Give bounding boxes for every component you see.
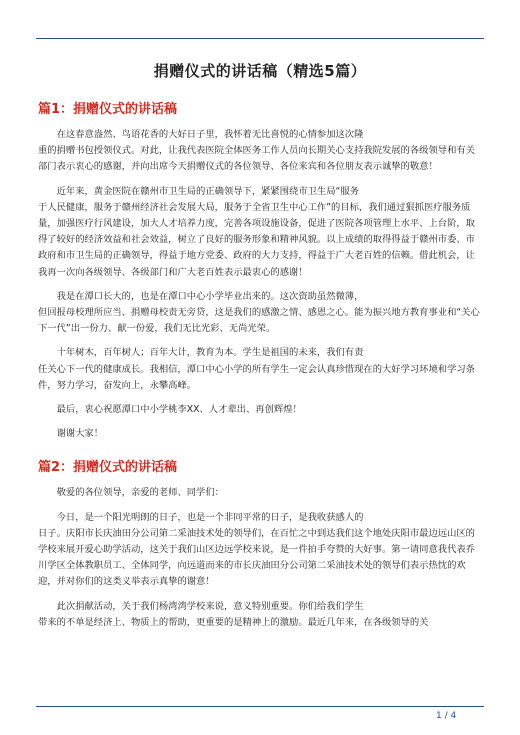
section-2 <box>38 456 482 631</box>
paragraph <box>38 599 482 631</box>
paragraph-line: 带来的不单是经济上、物质上的帮助，更重要的是精神上的激励。最近几年来，在各级领导的关 <box>38 616 429 628</box>
footer-rule <box>36 706 484 707</box>
section-heading: 篇2：捐赠仪式的讲话稿 <box>38 460 178 476</box>
document-title: 捐赠仪式的讲话稿（精选5篇） <box>153 62 367 80</box>
section-1 <box>38 98 482 442</box>
paragraph-line: 我是在潭口长大的，也是在潭口中心小学毕业出来的。这次资助虽然微薄， <box>56 290 364 302</box>
paragraph-line: 但回报母校理所应当、捐赠母校责无旁贷，这是我们的感激之情、感恩之心。能为振兴地方教育事业和“关心下一代”出一份力、献一份爱，我们无比光彩、无尚光荣。 <box>38 307 480 335</box>
paragraph-line: 重的捐赠书包授领仪式。对此，让我代表医院全体医务工作人员向长期关心支持我院发展的各级领导和有关部门表示衷心的感谢，并向出席今天捐赠仪式的各位领导、各位来宾和各位朋友表示诚挚的敬意！ <box>38 145 475 173</box>
paragraph-line: 十年树木，百年树人；百年大计，教育为本。学生是祖国的未来，我们有责 <box>56 347 364 359</box>
paragraph-line: 近年来，黄金医院在赣州市卫生局的正确领导下，紧紧围绕市卫生局“服务 <box>56 185 359 197</box>
section-heading: 篇1：捐赠仪式的讲话稿 <box>38 102 178 117</box>
paragraph <box>38 345 482 394</box>
paragraph <box>38 289 482 338</box>
paragraph-line: 在这春意盎然、鸟语花香的大好日子里，我怀着无比喜悦的心情参加这次隆 <box>56 129 364 140</box>
paragraph <box>38 485 482 501</box>
paragraph-line: 最后，衷心祝愿潭口中小学桃李XX、人才辈出、再创辉煌！ <box>56 404 302 416</box>
paragraph-line: 敬爱的各位领导，亲爱的老师、同学们： <box>56 487 224 499</box>
paragraph <box>38 426 482 442</box>
header-rule <box>36 38 484 39</box>
paragraph-line: 日子。庆阳市长庆油田分公司第二采油技术处的领导们，在百忙之中到达我们这个地处庆阳市最边远山区的学校来展开爱心助学活动，这关于我们山区边远学校来说，是一件拍手夸赞的大好事。第一请同意我代表乔川学区全体教职员工、全体同学，向远道而来的市长庆油田分公司第二采油技术处的领导们表示热忱的欢迎，并对你们的这类义举表示真挚的谢意！ <box>38 527 475 588</box>
paragraph-line: 于人民健康，服务于赣州经济社会发展大局，服务于全省卫生中心工作”的目标，我们通过狠抓医疗服务质量，加强医疗行风建设，加大人才培养力度，完善各项设施设备，促进了医院各项管理上水平、上台阶，取得了较好的经济效益和社会效益，树立了良好的服务形象和精神风貌。以上成绩的取得得益于赣州市委、市政府和市卫生局的正确领导，得益于地方党委、政府的大力支持，得益于广大老百姓的信赖。借此机会，让我再一次向各级领导、各级部门和广大老百姓表示最衷心的感谢！ <box>38 201 475 278</box>
document-body <box>38 98 482 639</box>
paragraph-line: 此次捐献活动，关于我们杨湾湾学校来说，意义特别重要。你们给我们学生 <box>56 600 364 612</box>
paragraph <box>38 402 482 418</box>
paragraph <box>38 510 482 591</box>
paragraph-line: 今日，是一个阳光明朗的日子，也是一个非同平常的日子，是我收获感人的 <box>56 511 364 523</box>
paragraph <box>38 127 482 176</box>
paragraph <box>38 184 482 281</box>
page-number: 1 / 4 <box>436 711 457 721</box>
paragraph-line: 任关心下一代的健康成长。我相信，潭口中心小学的所有学生一定会认真珍惜现在的大好学习环境和学习条件，努力学习，奋发向上，永攀高峰。 <box>38 363 475 391</box>
paragraph-line: 谢谢大家！ <box>56 428 104 440</box>
